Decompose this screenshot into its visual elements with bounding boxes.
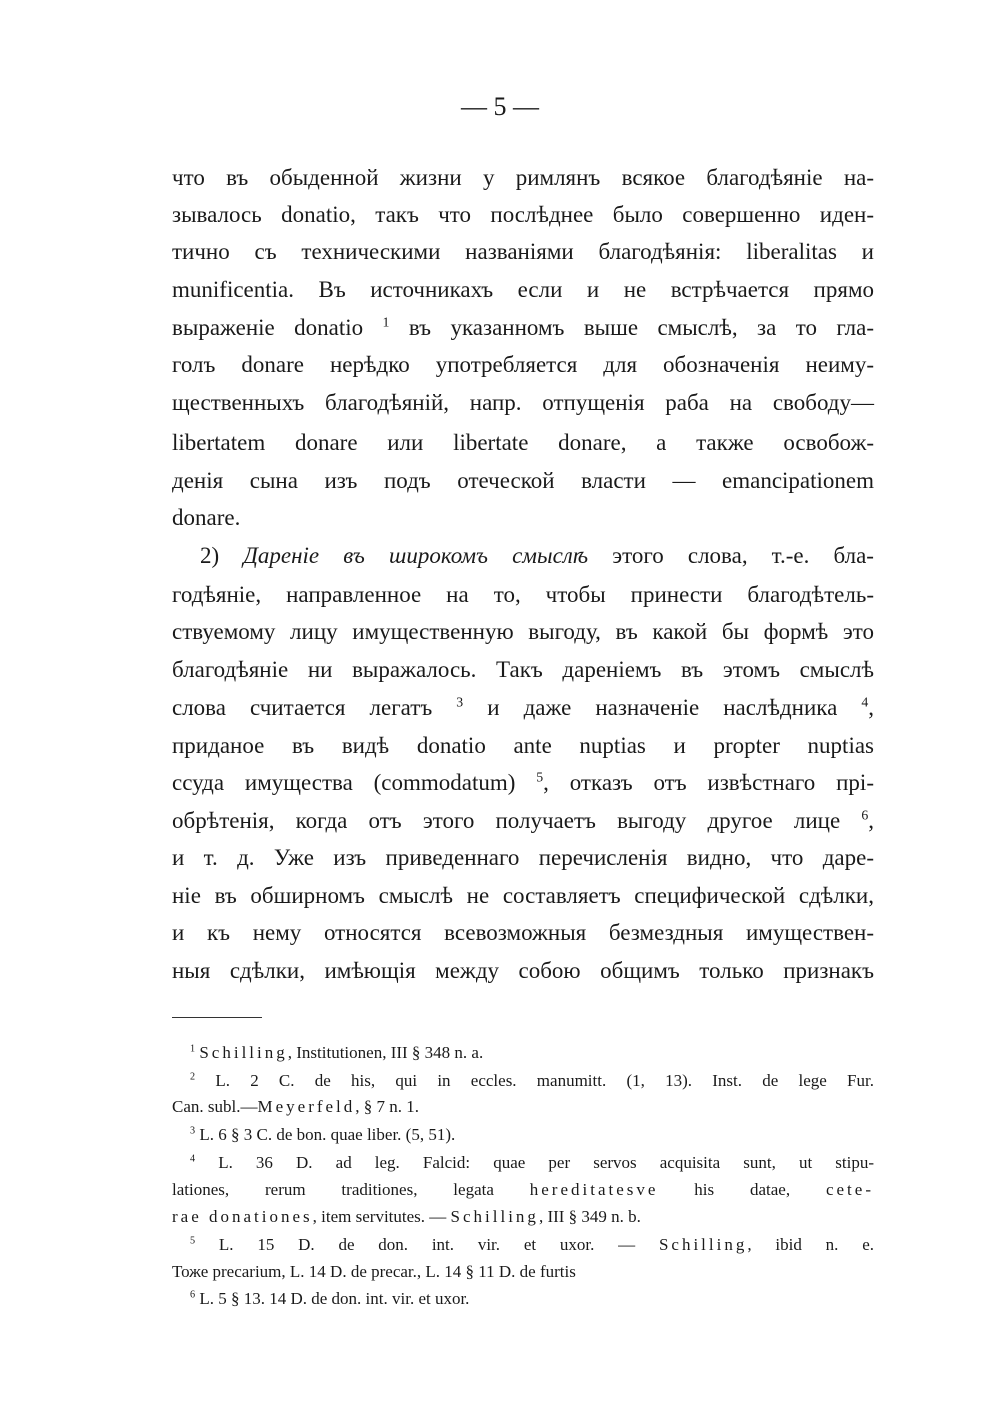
footnote-line — [172, 1234, 874, 1256]
text-run: his datae, — [658, 1180, 826, 1199]
footnote-marker: 4 — [861, 694, 869, 710]
text-line — [172, 881, 874, 911]
text-line — [172, 617, 874, 647]
text-run: , Institutionen, III § 348 n. a. — [287, 1043, 484, 1062]
text-run: L. 2 C. de his, qui in eccles. manumitt. (1, 13). Inst. de lege Fur. — [195, 1071, 874, 1090]
text-line — [172, 580, 874, 610]
text-run: L. 5 § 13. 14 D. de don. int. vir. et uxor. — [195, 1289, 470, 1308]
footnote-separator — [172, 1017, 262, 1018]
text-run: денія сына изъ подъ отеческой власти — emancipationem — [172, 468, 874, 493]
text-run: и къ нему относятся всевозможныя безмездныя имуществен- — [172, 920, 874, 945]
footnote-marker: 2 — [190, 1071, 196, 1083]
footnote-line — [172, 1070, 874, 1092]
text-line — [172, 163, 874, 193]
footnote-line — [172, 1124, 874, 1146]
text-run: обрѣтенія, когда отъ этого получаетъ выгоду другое лице — [172, 808, 862, 833]
text-run: , — [868, 808, 874, 833]
text-run: голъ donare нерѣдко употребляется для обозначенія неиму- — [172, 352, 874, 377]
text-line — [172, 655, 874, 685]
text-run: Schilling — [199, 1043, 288, 1062]
text-run: hereditatesve — [529, 1180, 659, 1199]
text-run: годѣяніе, направленное на то, чтобы принести благодѣтель- — [172, 582, 874, 607]
text-line — [172, 768, 874, 798]
text-run: donare. — [172, 505, 241, 530]
text-line — [172, 503, 874, 533]
text-run: libertatem donare или libertate donare, а также освобож- — [172, 430, 874, 455]
footnote-marker: 5 — [536, 769, 544, 785]
text-run: L. 15 D. de don. int. vir. et uxor. — — [195, 1235, 659, 1254]
text-run: въ указанномъ выше смыслѣ, за то гла- — [389, 315, 874, 340]
text-line — [172, 313, 874, 343]
text-line — [172, 275, 874, 305]
text-run: rae donationes — [172, 1207, 313, 1226]
footnote-marker: 1 — [382, 314, 390, 330]
text-run: щественныхъ благодѣяній, напр. отпущенія раба на свободу— — [172, 390, 874, 415]
text-run: L. 6 § 3 C. de bon. quae liber. (5, 51). — [195, 1125, 456, 1144]
footnote-line — [172, 1288, 874, 1310]
text-run: слова считается легатъ — [172, 695, 457, 720]
text-line — [172, 350, 874, 380]
text-run: , ibid n. e. — [747, 1235, 874, 1254]
footnote-marker: 4 — [190, 1153, 196, 1165]
text-run: Meyerfeld — [257, 1097, 356, 1116]
text-run: Schilling — [450, 1207, 539, 1226]
text-run: ніе въ обширномъ смыслѣ не составляетъ специфической сдѣлки, — [172, 883, 874, 908]
page-number: — 5 — — [461, 92, 539, 121]
text-run: что въ обыденной жизни у римлянъ всякое благодѣяніе на- — [172, 165, 874, 190]
footnote-line — [172, 1179, 874, 1201]
text-run: Дареніе въ широкомъ смыслѣ — [243, 543, 589, 568]
text-run: munificentia. Въ источникахъ если и не встрѣчается прямо — [172, 277, 874, 302]
text-run: , item servitutes. — — [312, 1207, 451, 1226]
text-line — [172, 806, 874, 836]
text-run: , — [868, 695, 874, 720]
text-run: выраженіе donatio — [172, 315, 383, 340]
footnote-marker: 6 — [190, 1289, 196, 1301]
footnote-marker: 3 — [190, 1125, 196, 1137]
footnote-marker: 6 — [861, 807, 869, 823]
footnote-line — [172, 1042, 874, 1064]
text-run: 2) — [200, 543, 244, 568]
text-run: этого слова, т.-е. бла- — [588, 543, 874, 568]
text-line — [172, 428, 874, 458]
text-line — [172, 731, 874, 761]
text-line — [172, 466, 874, 496]
text-run: зывалось donatio, такъ что послѣднее было совершенно иден- — [172, 202, 874, 227]
text-run: ссуда имущества (commodatum) — [172, 770, 537, 795]
text-run: , III § 349 n. b. — [538, 1207, 641, 1226]
text-line — [172, 237, 874, 267]
text-run: ныя сдѣлки, имѣющія между собою общимъ только признакъ — [172, 958, 874, 983]
text-run: cete- — [825, 1180, 874, 1199]
text-run: L. 36 D. ad leg. Falcid: quae per servos acquisita sunt, ut stipu- — [195, 1153, 874, 1172]
text-run: тично съ техническими названіями благодѣянія: liberalitas и — [172, 239, 874, 264]
footnote-marker: 3 — [456, 694, 464, 710]
text-line — [172, 388, 874, 418]
text-run: приданое въ видѣ donatio ante nuptias и propter nuptias — [172, 733, 874, 758]
text-run: и т. д. Уже изъ приведеннаго перечисленія видно, что даре- — [172, 845, 874, 870]
text-run: Тоже precarium, L. 14 D. de precar., L. 14 § 11 D. de furtis — [172, 1262, 576, 1281]
text-line — [172, 541, 874, 571]
footnote-marker: 5 — [190, 1235, 196, 1247]
text-run: благодѣяніе ни выражалось. Такъ дареніемъ въ этомъ смыслѣ — [172, 657, 874, 682]
footnote-marker: 1 — [190, 1043, 196, 1055]
text-run: Can. subl.— — [172, 1097, 258, 1116]
text-run: , § 7 n. 1. — [355, 1097, 420, 1116]
text-line — [172, 200, 874, 230]
text-run: , отказъ отъ извѣстнаго прі- — [543, 770, 874, 795]
text-run: Schilling — [658, 1235, 748, 1254]
text-line — [172, 956, 874, 986]
text-run: и даже назначеніе наслѣдника — [463, 695, 862, 720]
footnote-line — [172, 1206, 874, 1228]
text-line — [172, 693, 874, 723]
text-run: lationes, rerum traditiones, legata — [172, 1180, 530, 1199]
footnote-line — [172, 1096, 874, 1118]
text-line — [172, 918, 874, 948]
text-line — [172, 843, 874, 873]
text-run: ствуемому лицу имущественную выгоду, въ какой бы формѣ это — [172, 619, 874, 644]
footnote-line — [172, 1152, 874, 1174]
footnote-line — [172, 1261, 874, 1283]
